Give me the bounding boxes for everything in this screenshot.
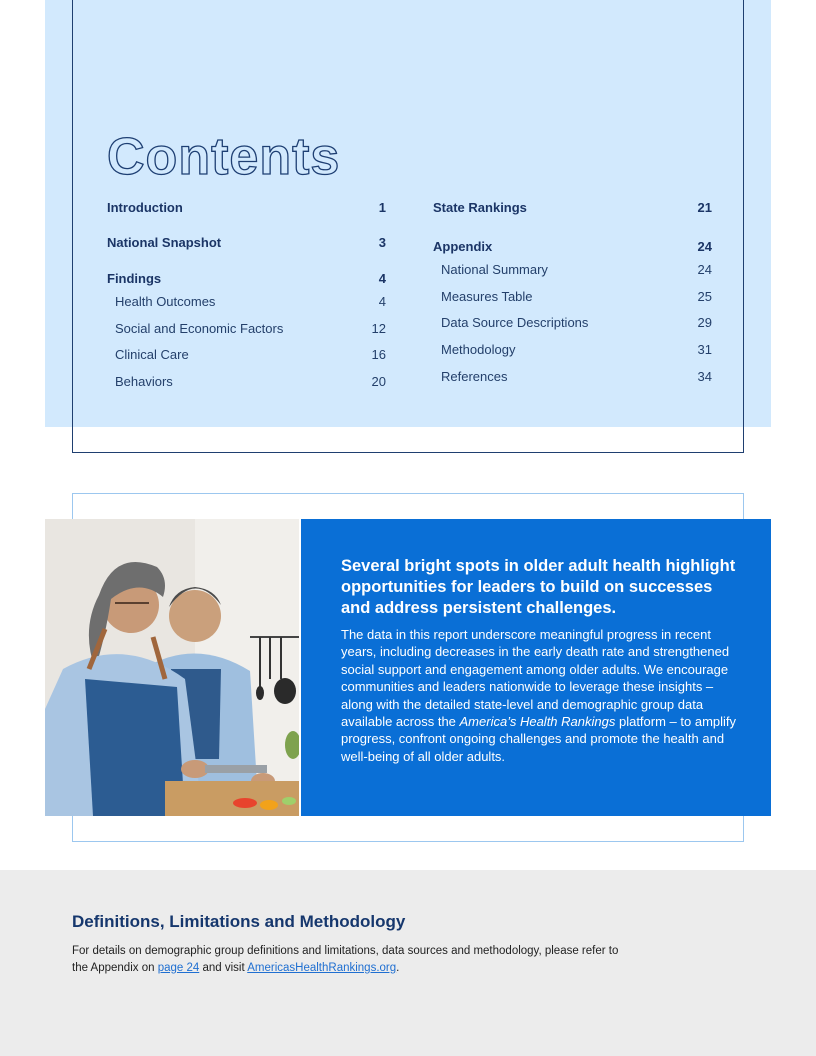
highlight-box xyxy=(301,519,771,816)
svg-text:Contents: Contents xyxy=(107,128,341,186)
highlight-heading: Several bright spots in older adult health highlight opportunities for leaders to build on successes and address persistent challenges. xyxy=(341,557,736,617)
definitions-section xyxy=(0,870,816,1056)
cooking-couple-photo xyxy=(45,519,299,816)
highlight-body: The data in this report underscore meaningful progress in recent years, including decreases in the early death rate and strengthened social support and engagement among older adults. We encourage communities and leaders nationwide to leverage these insights – along with the detailed state-level and demographic group data available across the America’s Health Rankings platform – to amplify progress, confront ongoing challenges and promote the health and well-being of all older adults. xyxy=(341,627,737,764)
definitions-title: Definitions, Limitations and Methodology xyxy=(72,912,406,931)
americas-health-rankings-link[interactable]: AmericasHealthRankings.org xyxy=(247,962,397,974)
definitions-text: For details on demographic group definitions and limitations, data sources and methodology, please refer to the Appendix on page 24 and visit AmericasHealthRankings.org. xyxy=(72,945,619,974)
contents-title xyxy=(105,122,405,192)
page-24-link[interactable]: page 24 xyxy=(157,962,200,974)
